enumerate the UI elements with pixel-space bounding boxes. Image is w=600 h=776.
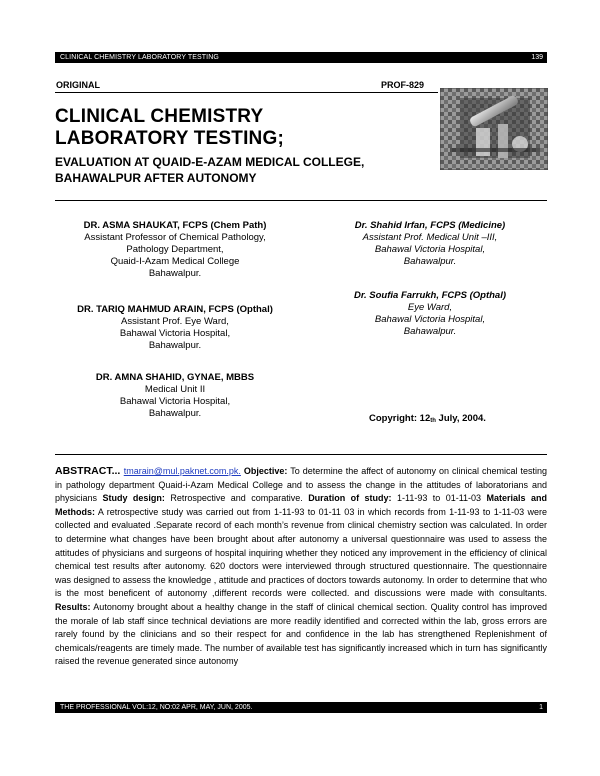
footer-page: 1	[539, 704, 543, 711]
objective-label: Objective:	[240, 466, 288, 476]
author-block-soufia-farrukh	[330, 290, 530, 338]
results-label: Results:	[55, 601, 91, 612]
author-name: Dr. Soufia Farrukh, FCPS (Opthal)	[353, 290, 506, 301]
footer-journal: THE PROFESSIONAL VOL:12, NO:02 APR, MAY, JUN, 2005.	[60, 704, 253, 711]
article-subtitle-line-1: EVALUATION AT QUAID-E-AZAM MEDICAL COLLEGE,	[55, 155, 365, 169]
article-subtitle	[55, 154, 364, 186]
abstract-paragraph	[55, 465, 547, 669]
author-affiliation-line: Bahawalpur.	[148, 408, 202, 419]
author-affiliation-line: Assistant Professor of Chemical Pathology,	[84, 232, 266, 243]
copyright-prefix: Copyright: 12	[369, 413, 431, 424]
author-affiliation-line: Bahawalpur.	[148, 340, 202, 351]
lab-equipment-photo	[440, 88, 548, 170]
author-affiliation-line: Assistant Prof. Eye Ward,	[121, 316, 229, 327]
author-name: Dr. Shahid Irfan, FCPS (Medicine)	[354, 220, 506, 231]
author-affiliation-line: Quaid-I-Azam Medical College	[110, 256, 240, 267]
running-header-title: CLINICAL CHEMISTRY LABORATORY TESTING	[60, 54, 219, 61]
contact-email-link[interactable]: tmarain@mul.paknet.com.pk.	[123, 466, 241, 476]
study-design-text: Retrospective and comparative.	[164, 493, 309, 504]
article-title-line-2: LABORATORY TESTING;	[55, 128, 284, 149]
abstract-label: ABSTRACT...	[55, 465, 124, 477]
objective-text: To determine the affect of autonomy on clinical chemical testing in pathology department Quaid-i-Azam Medical College and to assess the change in the attitudes of laboratorians and physicians	[55, 466, 548, 504]
duration-text: 1-11-93 to 01-11-03	[391, 493, 487, 504]
abstract-divider	[55, 454, 547, 455]
author-affiliation-line: Bahawalpur.	[403, 326, 457, 337]
author-name: DR. AMNA SHAHID, GYNAE, MBBS	[95, 372, 255, 383]
article-title	[55, 106, 284, 150]
title-divider	[55, 200, 547, 201]
running-header-bar	[55, 52, 547, 63]
article-title-line-1: CLINICAL CHEMISTRY	[55, 106, 264, 127]
duration-label: Duration of study:	[308, 493, 392, 504]
author-name: DR. ASMA SHAUKAT, FCPS (Chem Path)	[83, 220, 267, 231]
author-affiliation-line: Bahawal Victoria Hospital,	[119, 396, 231, 407]
copyright-date	[369, 413, 486, 424]
author-block-amna-shahid	[60, 372, 290, 420]
author-affiliation-line: Bahawal Victoria Hospital,	[374, 244, 486, 255]
author-affiliation-line: Eye Ward,	[407, 302, 453, 313]
footer-bar	[55, 702, 547, 713]
article-subtitle-line-2: BAHAWALPUR AFTER AUTONOMY	[55, 171, 257, 185]
section-label: ORIGINAL	[56, 80, 100, 90]
author-affiliation-line: Bahawal Victoria Hospital,	[119, 328, 231, 339]
study-design-label: Study design:	[102, 493, 165, 504]
methods-label: Materials and Methods:	[55, 493, 547, 517]
author-affiliation-line: Bahawal Victoria Hospital,	[374, 314, 486, 325]
copyright-ordinal: th	[430, 418, 436, 424]
header-divider	[55, 92, 438, 93]
copyright-rest: July, 2004.	[435, 413, 486, 424]
author-block-shahid-irfan	[330, 220, 530, 268]
author-affiliation-line: Bahawalpur.	[148, 268, 202, 279]
results-text: Autonomy brought about a healthy change in the staff of clinical chemical section. Quality control has improved the morale of lab staff since technical deviations are more readily identified and corrected within the lab, gross errors are rarely found by the clinicians and so their respect for and confidence in the lab has strengthened Replenishment of chemicals/reagents are timely made. The number of available test has significantly increased which in turn has significantly raised the revenue generated since autonomy	[55, 601, 547, 667]
running-header-page: 139	[531, 54, 543, 61]
author-block-asma-shaukat	[60, 220, 290, 280]
author-name: DR. TARIQ MAHMUD ARAIN, FCPS (Opthal)	[77, 304, 273, 315]
article-id: PROF-829	[381, 80, 425, 90]
author-affiliation-line: Medical Unit II	[144, 384, 206, 395]
methods-text: A retrospective study was carried out from 1-11-93 to 01-11 03 in which records from 1-11-93 to 1-11-03 were collected and evaluated .Separate record of each month’s revenue from clinical chemistry section was calculated. In order to determine what changes have been brought about after autonomy a universal questionnaire was used to assess the attitudes of physicians and surgeons of hospital inquiring whether they noticed any improvement in the efficiency of clinical chemical test results after autonomy. 620 doctors were interviewed through structured questionnaire. The questionnaire was designed to assess the knowledge , attitude and practices of doctors towards autonomy. In order to determine that who is the most beneficent of autonomy ,different records were collected. and discussions were made with consultants.	[55, 506, 547, 599]
lab-photo-image	[440, 88, 548, 170]
author-affiliation-line: Assistant Prof. Medical Unit –III,	[362, 232, 498, 243]
author-block-tariq-mahmud-arain	[60, 304, 290, 352]
author-affiliation-line: Bahawalpur.	[403, 256, 457, 267]
author-affiliation-line: Pathology Department,	[126, 244, 224, 255]
